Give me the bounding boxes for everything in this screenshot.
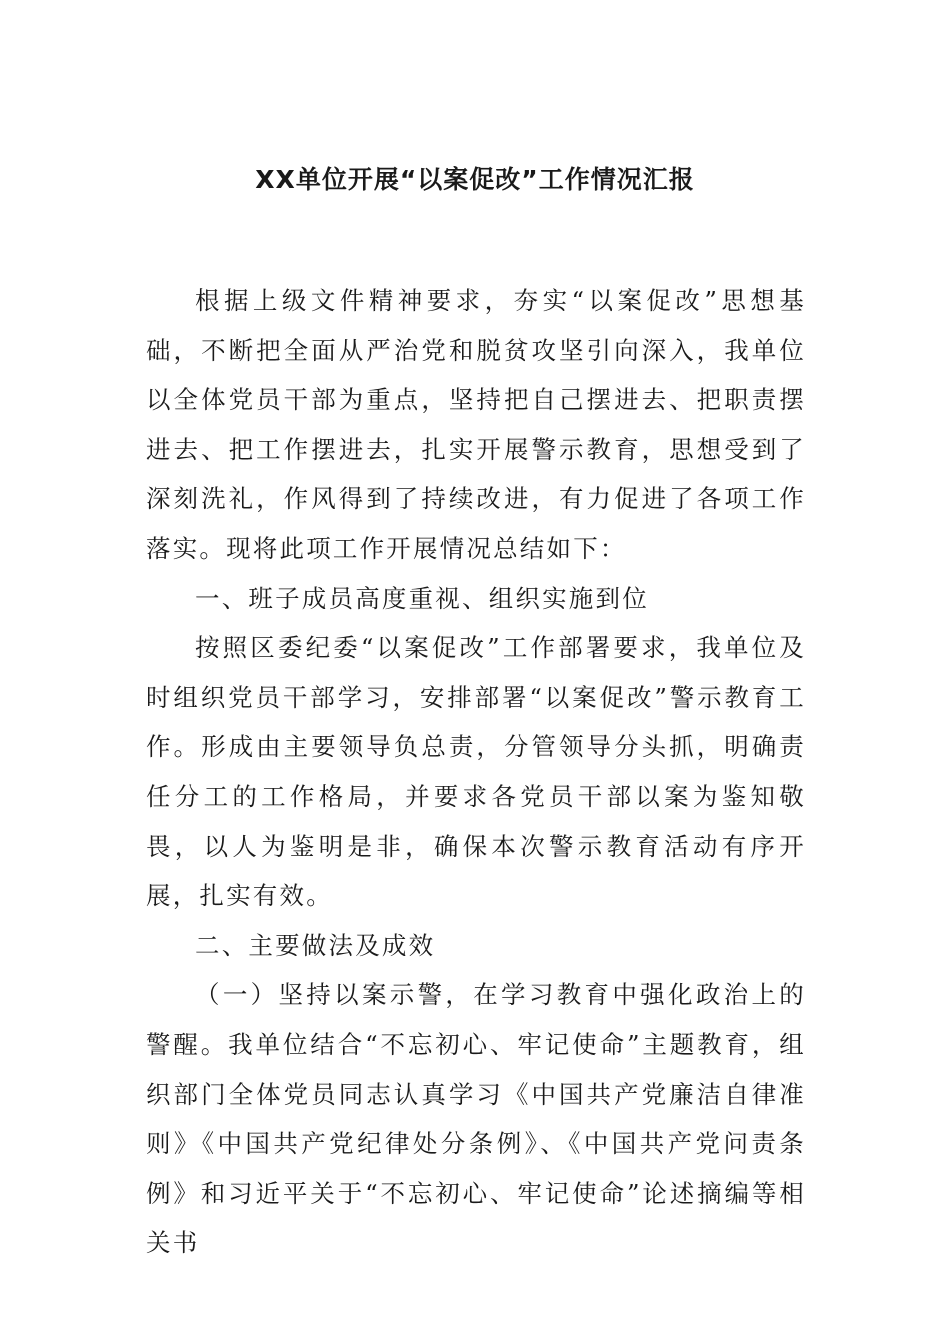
document-body — [146, 276, 806, 1268]
intro-paragraph: 根据上级文件精神要求，夯实“以案促改”思想基础，不断把全面从严治党和脱贫攻坚引向深入，我单位以全体党员干部为重点，坚持把自己摆进去、把职责摆进去、把工作摆进去，扎实开展警示教育，思想受到了深刻洗礼，作风得到了持续改进，有力促进了各项工作落实。现将此项工作开展情况总结如下： — [146, 286, 806, 563]
document-title: XX单位开展“以案促改”工作情况汇报 — [255, 165, 695, 194]
section-1-paragraph: 按照区委纪委“以案促改”工作部署要求，我单位及时组织党员干部学习，安排部署“以案促改”警示教育工作。形成由主要领导负总责，分管领导分头抓，明确责任分工的工作格局，并要求各党员干部以案为鉴知敬畏，以人为鉴明是非，确保本次警示教育活动有序开展，扎实有效。 — [146, 633, 806, 911]
subsection-1-paragraph: （一）坚持以案示警，在学习教育中强化政治上的警醒。我单位结合“不忘初心、牢记使命”主题教育，组织部门全体党员同志认真学习《中国共产党廉洁自律准则》《中国共产党纪律处分条例》、《中国共产党问责条例》和习近平关于“不忘初心、牢记使命”论述摘编等相关书 — [146, 980, 806, 1258]
section-heading-1: 一、班子成员高度重视、组织实施到位 — [195, 583, 649, 613]
section-heading-2: 二、主要做法及成效 — [195, 930, 436, 960]
